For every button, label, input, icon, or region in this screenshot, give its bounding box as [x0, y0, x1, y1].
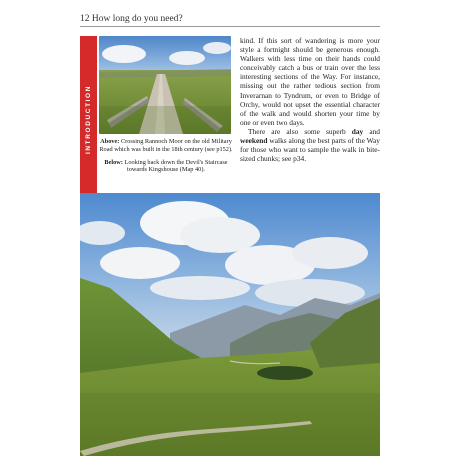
section-tab	[80, 36, 97, 204]
caption-below-text: Looking back down the Devil's Staircase towards Kingshouse (Map 40).	[122, 158, 228, 174]
para2-day: day	[351, 126, 364, 136]
body-column	[240, 36, 380, 163]
para2-start: There are also some superb	[248, 126, 352, 136]
caption-above	[99, 138, 233, 154]
photo-captions	[99, 138, 233, 179]
photo-devils-staircase	[80, 193, 380, 456]
caption-below-label: Below:	[104, 158, 123, 166]
caption-above-label: Above:	[100, 138, 120, 145]
page-header: 12 How long do you need?	[80, 14, 380, 27]
para2-weekend: weekend	[240, 136, 268, 146]
para2-end: walks along the best parts of the Way for those who want to sample the walk in bite-sized chunks; see p34.	[240, 136, 380, 164]
body-paragraph-1: kind. If this sort of wandering is more your style a fortnight should be generous enough. Walkers with less time on their hands could conceivably catch a bus or train over the less interesting sections of the Way. For instance, missing out the rather tedious section from Inverarnan to Tyndrum, or even to Bridge of Orchy, would not upset the essential character of the walk and would shorten your time by one or even two days.	[240, 36, 380, 127]
caption-above-text: Crossing Rannoch Moor on the old Military Road which was built in the 18th century (see p152).	[99, 138, 233, 153]
para2-mid: and	[363, 126, 380, 136]
body-paragraph-2	[240, 127, 380, 163]
section-tab-label: INTRODUCTION	[85, 85, 92, 155]
caption-below	[99, 159, 233, 175]
photo-military-road	[99, 36, 231, 134]
